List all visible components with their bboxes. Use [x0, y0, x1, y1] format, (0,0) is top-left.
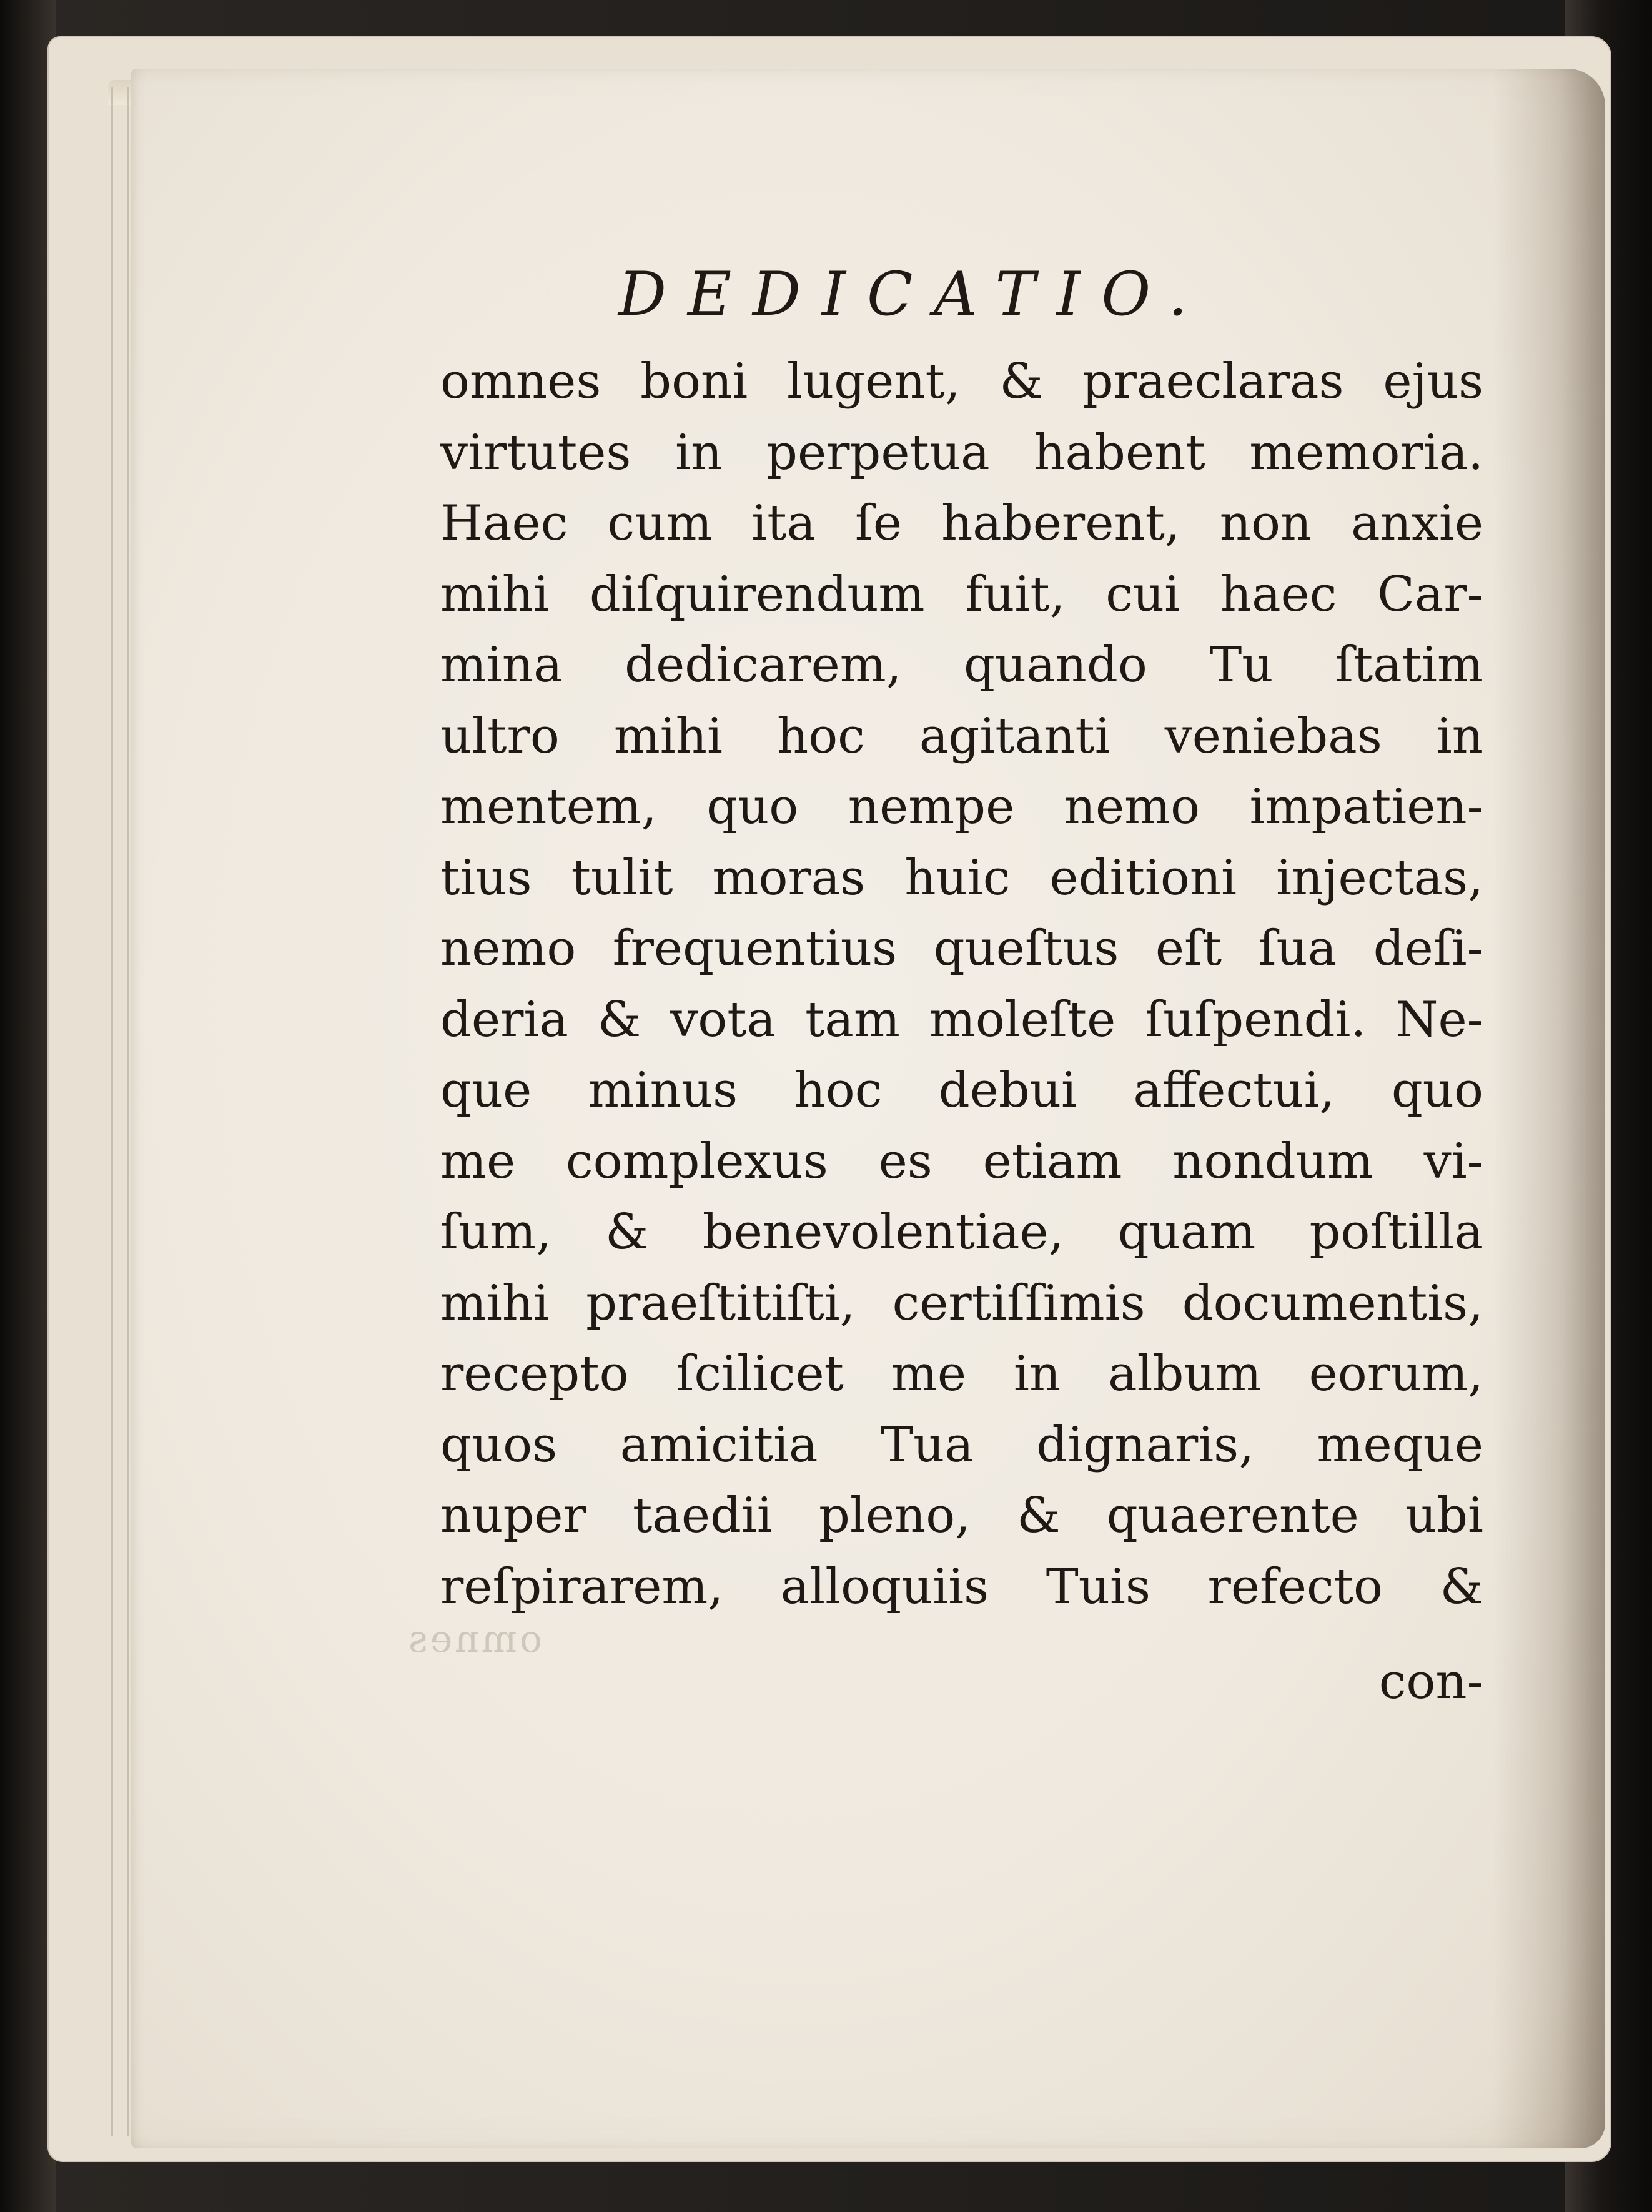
- text-line: que minus hoc debui affectui, quo: [440, 1062, 1483, 1118]
- page-edge: [111, 87, 113, 2136]
- text-line: mihi diſquirendum fuit, cui haec Car-: [440, 566, 1483, 623]
- text-line: recepto ſcilicet me in album eorum,: [440, 1346, 1483, 1402]
- text-line: nemo frequentius queſtus eſt ſua deſi-: [440, 921, 1483, 977]
- gutter-shadow: [1493, 69, 1605, 2148]
- text-line: omnes boni lugent, & praeclaras ejus: [440, 353, 1483, 410]
- text-line: quos amicitia Tua dignaris, meque: [440, 1416, 1483, 1473]
- text-line: ultro mihi hoc agitanti veniebas in: [440, 708, 1483, 764]
- page-edge: [127, 87, 129, 2136]
- text-line: deria & vota tam moleſte ſuſpendi. Ne-: [440, 991, 1483, 1048]
- text-line: mihi praeſtitiſti, certiſſimis documentis,: [440, 1275, 1483, 1331]
- book-cover-left: [0, 0, 56, 2212]
- catchword: con-: [1378, 1654, 1483, 1710]
- text-line: reſpirarem, alloquiis Tuis refecto &: [440, 1558, 1483, 1615]
- body-text: [440, 347, 1483, 1622]
- show-through-text: omnes: [406, 1617, 542, 1661]
- text-line: mina dedicarem, quando Tu ſtatim: [440, 637, 1483, 693]
- page-heading: DEDICATIO.: [618, 259, 1209, 329]
- text-line: ſum, & benevolentiae, quam poſtilla: [440, 1204, 1483, 1260]
- text-line: mentem, quo nempe nemo impatien-: [440, 779, 1483, 835]
- text-line: virtutes in perpetua habent memoria.: [440, 424, 1483, 481]
- text-line: Haec cum ita ſe haberent, non anxie: [440, 495, 1483, 551]
- text-line: me complexus es etiam nondum vi-: [440, 1133, 1483, 1190]
- text-line: tius tulit moras huic editioni injectas,: [440, 849, 1483, 906]
- text-line: nuper taedii pleno, & quaerente ubi: [440, 1488, 1483, 1544]
